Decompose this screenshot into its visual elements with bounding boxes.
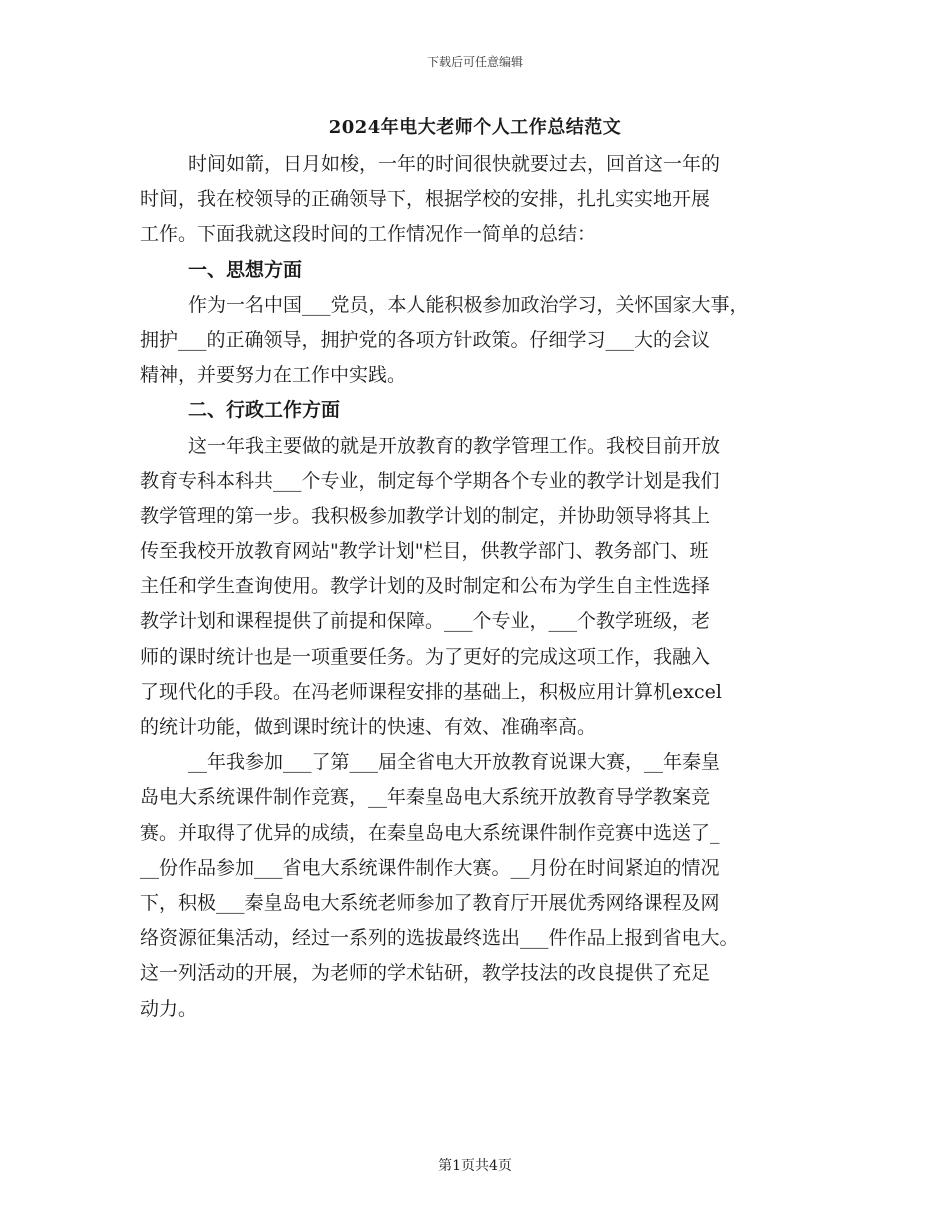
paragraph-line: 时间如箭，日月如梭，一年的时间很快就要过去，回首这一年的 xyxy=(188,153,721,175)
paragraph-line: 络资源征集活动，经过一系列的选拔最终选出___件作品上报到省电大。 xyxy=(140,927,739,950)
paragraph-line: 这一列活动的开展，为老师的学术钻研，教学技法的改良提供了充足 xyxy=(140,962,711,985)
paragraph-line: 这一年我主要做的就是开放教育的教学管理工作。我校目前开放 xyxy=(188,434,721,457)
paragraph-line: 下，积极___秦皇岛电大系统老师参加了教育厅开展优秀网络课程及网 xyxy=(140,891,720,914)
paragraph-line: 精神，并要努力在工作中实践。 xyxy=(140,364,407,387)
section-heading: 一、思想方面 xyxy=(188,258,303,281)
paragraph-line: 岛电大系统课件制作竞赛，__年秦皇岛电大系统开放教育导学教案竞 xyxy=(140,786,711,809)
paragraph-line: __年我参加___了第___届全省电大开放教育说课大赛，__年秦皇 xyxy=(188,751,721,774)
paragraph-line: 时间，我在校领导的正确领导下，根据学校的安排，扎扎实实地开展 xyxy=(140,188,711,211)
paragraph-line: 工作。下面我就这段时间的工作情况作一简单的总结： xyxy=(140,223,597,246)
paragraph-line: 教学计划和课程提供了前提和保障。___个专业，___个教学班级，老 xyxy=(140,610,711,633)
paragraph-line: 了现代化的手段。在冯老师课程安排的基础上，积极应用计算机excel xyxy=(140,680,722,703)
document-title: 2024年电大老师个人工作总结范文 xyxy=(328,117,622,138)
paragraph-line: 赛。并取得了优异的成绩，在秦皇岛电大系统课件制作竞赛中选送了_ xyxy=(140,821,720,844)
paragraph-line: __份作品参加___省电大系统课件制作大赛。__月份在时间紧迫的情况 xyxy=(140,856,720,879)
paragraph-line: 作为一名中国___党员，本人能积极参加政治学习，关怀国家大事， xyxy=(188,293,749,316)
paragraph-line: 的统计功能，做到课时统计的快速、有效、准确率高。 xyxy=(140,716,597,738)
page-footer: 第1页共4页 xyxy=(438,1158,512,1174)
paragraph-line: 传至我校开放教育网站"教学计划"栏目，供教学部门、教务部门、班 xyxy=(140,540,709,563)
paragraph-line: 主任和学生查询使用。教学计划的及时制定和公布为学生自主性选择 xyxy=(140,575,711,598)
paragraph-line: 教学管理的第一步。我积极参加教学计划的制定，并协助领导将其上 xyxy=(140,504,711,527)
paragraph-line: 拥护___的正确领导，拥护党的各项方针政策。仔细学习___大的会议 xyxy=(140,328,711,351)
section-heading: 二、行政工作方面 xyxy=(188,399,341,422)
document-body xyxy=(140,147,830,1027)
paragraph-line: 动力。 xyxy=(140,997,198,1020)
paragraph-line: 师的课时统计也是一项重要任务。为了更好的完成这项工作，我融入 xyxy=(140,645,711,668)
page-header: 下载后可任意编辑 xyxy=(426,55,523,69)
paragraph-line: 教育专科本科共___个专业，制定每个学期各个专业的教学计划是我们 xyxy=(140,469,720,492)
